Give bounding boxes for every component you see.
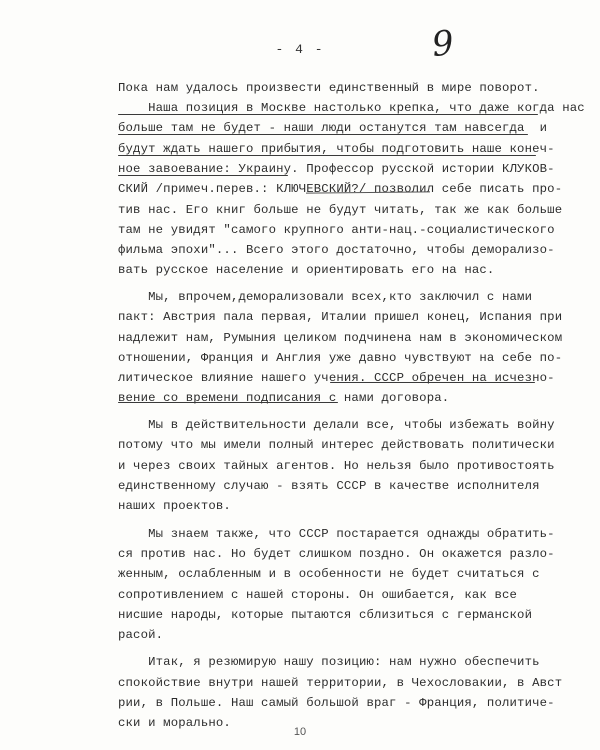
text-line: и через своих тайных агентов. Но нельзя было противостоять: [118, 459, 555, 473]
footer-page-number: 10: [293, 726, 307, 738]
underline-mark: [118, 175, 288, 176]
text-line: Наша позиция в Москве настолько крепка, что даже когда нас: [118, 101, 585, 115]
text-line: нисшие народы, которые пытаются сблизиться с германской: [118, 608, 533, 622]
text-line: Мы знаем также, что СССР постарается однажды обратить-: [118, 527, 555, 541]
text-line: Итак, я резюмирую нашу позицию: нам нужно обеспечить: [118, 655, 540, 669]
underline-mark: [118, 402, 338, 403]
text-line: Мы, впрочем,деморализовали всех,кто заключил с нами: [118, 290, 533, 304]
text-line: тив нас. Его книг больше не будут читать, так же как больше: [118, 203, 563, 217]
text-line: сопротивлением с нашей стороны. Он ошибается, как все: [118, 588, 518, 602]
text-line: будут ждать нашего прибытия, чтобы подготовить наше конеч-: [118, 142, 555, 156]
text-line: фильма эпохи"... Всего этого достаточно, чтобы деморализо-: [118, 243, 555, 257]
text-line: женным, ослабленным и в особенности не будет считаться с: [118, 567, 540, 581]
text-line: потому что мы имели полный интерес действовать политически: [118, 438, 555, 452]
underline-mark: [118, 114, 538, 115]
text-line: ся против нас. Но будет слишком поздно. Он окажется разло-: [118, 547, 555, 561]
text-line: пакт: Австрия пала первая, Италии пришел конец, Испания при: [118, 310, 563, 324]
text-line: расой.: [118, 628, 164, 642]
handwritten-page-number: 9: [429, 22, 456, 66]
underline-mark: [118, 134, 528, 135]
text-line: Мы в действительности делали все, чтобы избежать войну: [118, 418, 555, 432]
text-line: вение со времени подписания с нами договора.: [118, 391, 450, 405]
text-line: единственному случаю - взять СССР в качестве исполнителя: [118, 479, 540, 493]
typed-page-number: - 4 -: [275, 42, 325, 57]
text-line: там не увидят "самого крупного анти-нац.-социалистического: [118, 223, 555, 237]
underline-mark: [118, 155, 536, 156]
text-line: ски и морально.: [118, 716, 231, 730]
text-line: Пока нам удалось произвести единственный в мире поворот.: [118, 81, 540, 95]
underline-mark: [330, 382, 535, 383]
text-line: СКИЙ /примеч.перев.: КЛЮЧЕВСКИЙ?/ позволил себе писать про-: [118, 182, 563, 196]
text-line: ное завоевание: Украину. Профессор русской истории КЛУКОВ-: [118, 162, 555, 176]
text-line: рии, в Польше. Наш самый большой враг - Франция, политиче-: [118, 696, 555, 710]
text-line: отношении, Франция и Англия уже давно чувствуют на себе по-: [118, 351, 563, 365]
text-line: больше там не будет - наши люди останутся там навсегда и: [118, 121, 548, 135]
text-line: спокойствие внутри нашей территории, в Чехословакии, в Авст: [118, 676, 563, 690]
text-line: литическое влияние нашего учения. СССР обречен на исчезно-: [118, 371, 555, 385]
text-line: надлежит нам, Румыния целиком подчинена нам в экономическом: [118, 331, 563, 345]
text-line: наших проектов.: [118, 499, 231, 513]
text-line: вать русское население и ориентировать его на нас.: [118, 263, 495, 277]
